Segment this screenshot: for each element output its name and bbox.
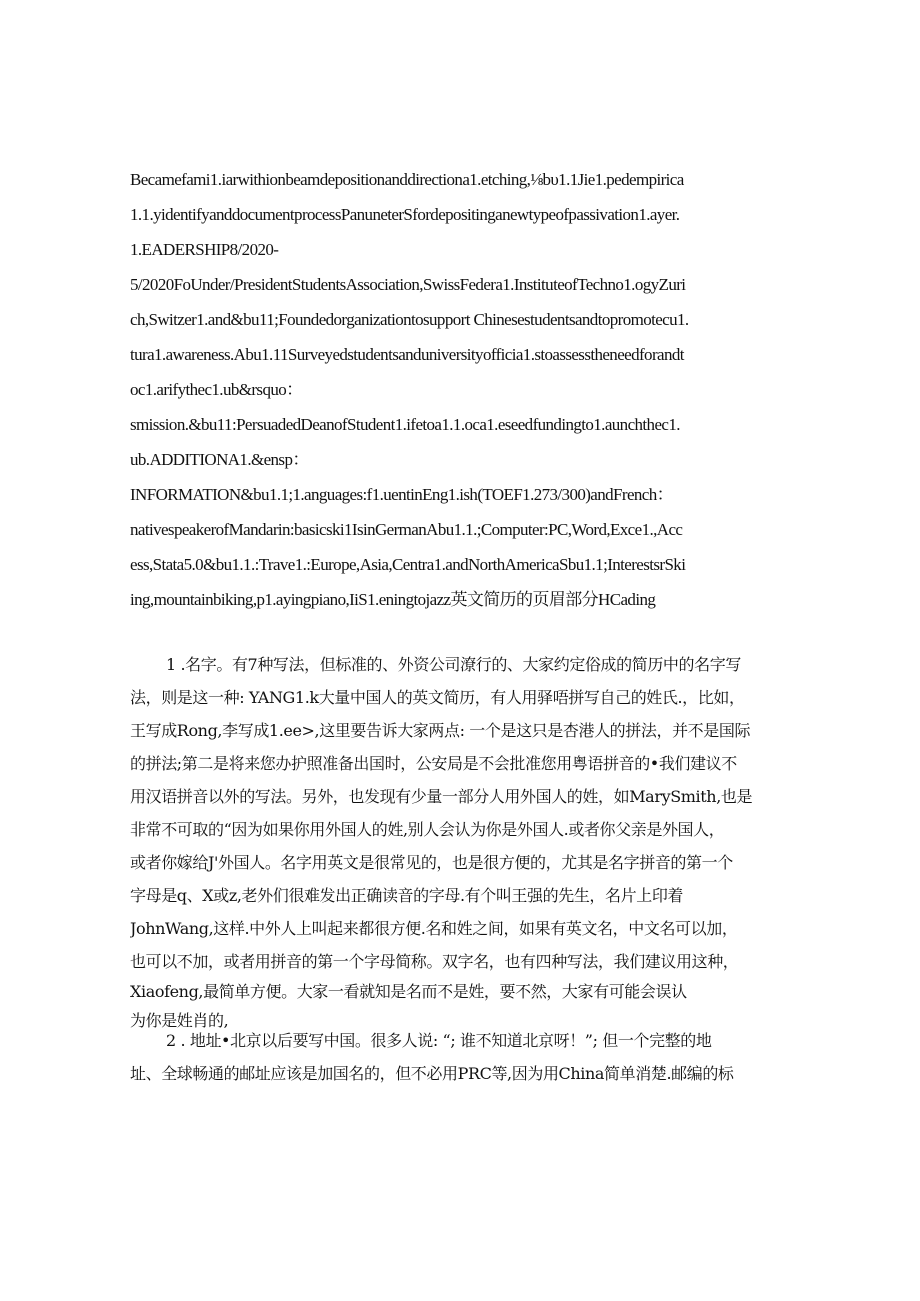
- text-line: 法，则是这一种: YANG1.k大量中国人的英文简历，有人用驿唔拼写自己的姓氏.，比如，: [130, 688, 745, 707]
- text-line: tura1.awareness.Abu1.11Surveyedstudentsanduniversityofficia1.stoassesstheneedforandt: [130, 345, 684, 364]
- text-line: 用汉语拼音以外的写法。另外，也发现有少量一部分人用外国人的姓，如MarySmith,也是: [130, 787, 753, 806]
- text-line: nativespeakerofMandarin:basicski1IsinGermanAbu1.1.;Computer:PC,Word,Exce1.,Acc: [130, 520, 683, 539]
- text-line: ess,Stata5.0&bu1.1.:Trave1.:Europe,Asia,Centra1.andNorthAmericaSbu1.1;InterestsrSki: [130, 555, 686, 574]
- text-line: 或者你嫁给J'外国人。名字用英文是很常见的，也是很方便的，尤其是名字拼音的第一个: [130, 853, 733, 872]
- text-line: JohnWang,这样.中外人上叫起来都很方便.名和姓之间，如果有英文名，中文名可以加，: [130, 919, 738, 938]
- text-line: 5/2020FoUnder/PresidentStudentsAssociation,SwissFedera1.InstituteofTechno1.ogyZuri: [130, 275, 686, 294]
- text-line: 为你是姓肖的,: [130, 1011, 229, 1030]
- text-line: ing,mountainbiking,p1.ayingpiano,IiS1.eningtojazz英文简历的页眉部分HCading: [130, 590, 656, 609]
- text-line: INFORMATION&bu1.1;1.anguages:f1.uentinEng1.ish(TOEF1.273/300)andFrench：: [130, 485, 674, 504]
- text-line: 址、全球畅通的邮址应该是加国名的，但不必用PRC等,因为用China简单消楚.邮编的标: [130, 1064, 734, 1083]
- text-line: smission.&bu11:PersuadedDeanofStudent1.ifetoa1.1.oca1.eseedfundingto1.aunchthec1.: [130, 415, 680, 434]
- text-line: ch,Switzer1.and&bu11;Foundedorganizationtosupport Chinesestudentsandtopromotecu1.: [130, 310, 689, 329]
- text-line: Xiaofeng,最简单方便。大家一看就知是名而不是姓，要不然，大家有可能会误认: [130, 982, 687, 1001]
- text-line: oc1.arifythec1.ub&rsquo：: [130, 380, 303, 399]
- text-line: 也可以不加，或者用拼音的第一个字母简称。双字名，也有四种写法，我们建议用这种，: [130, 952, 739, 971]
- text-line: 1.1.yidentifyanddocumentprocessPanuneterSfordepositinganewtypeofpassivation1.ayer.: [130, 205, 680, 224]
- text-line: 王写成Rong,李写成1.ee>,这里要告诉大家两点: 一个是这只是杏港人的拼法，并不是国际: [130, 721, 751, 740]
- text-line: 非常不可取的“因为如果你用外国人的姓,别人会认为你是外国人.或者你父亲是外国人，: [130, 820, 725, 839]
- text-line: 1 .名字。有7种写法，但标准的、外资公司潦行的、大家约定俗成的简历中的名字写: [166, 655, 741, 674]
- paragraph-name-section: [130, 651, 800, 1040]
- text-line: 2 . 地址•北京以后要写中国。很多人说: “; 谁不知道北京呀！”; 但一个完整的地: [166, 1031, 712, 1050]
- english-resume-text: [130, 166, 800, 621]
- text-line: 的拼法;第二是将来您办护照准备出国时，公安局是不会批准您用粤语拼音的•我们建议不: [130, 754, 737, 773]
- text-line: ub.ADDITIONA1.&ensp：: [130, 450, 309, 469]
- paragraph-address-section: [130, 1027, 800, 1093]
- text-line: 字母是q、X或z,老外们很难发出正确读音的字母.有个叫王强的先生，名片上印着: [130, 886, 684, 905]
- text-line: Becamefami1.iarwithionbeamdepositionanddirectiona1.etching,⅛bυ1.1Jie1.pedempirica: [130, 170, 684, 189]
- text-line: 1.EADERSHIP8/2020-: [130, 240, 279, 259]
